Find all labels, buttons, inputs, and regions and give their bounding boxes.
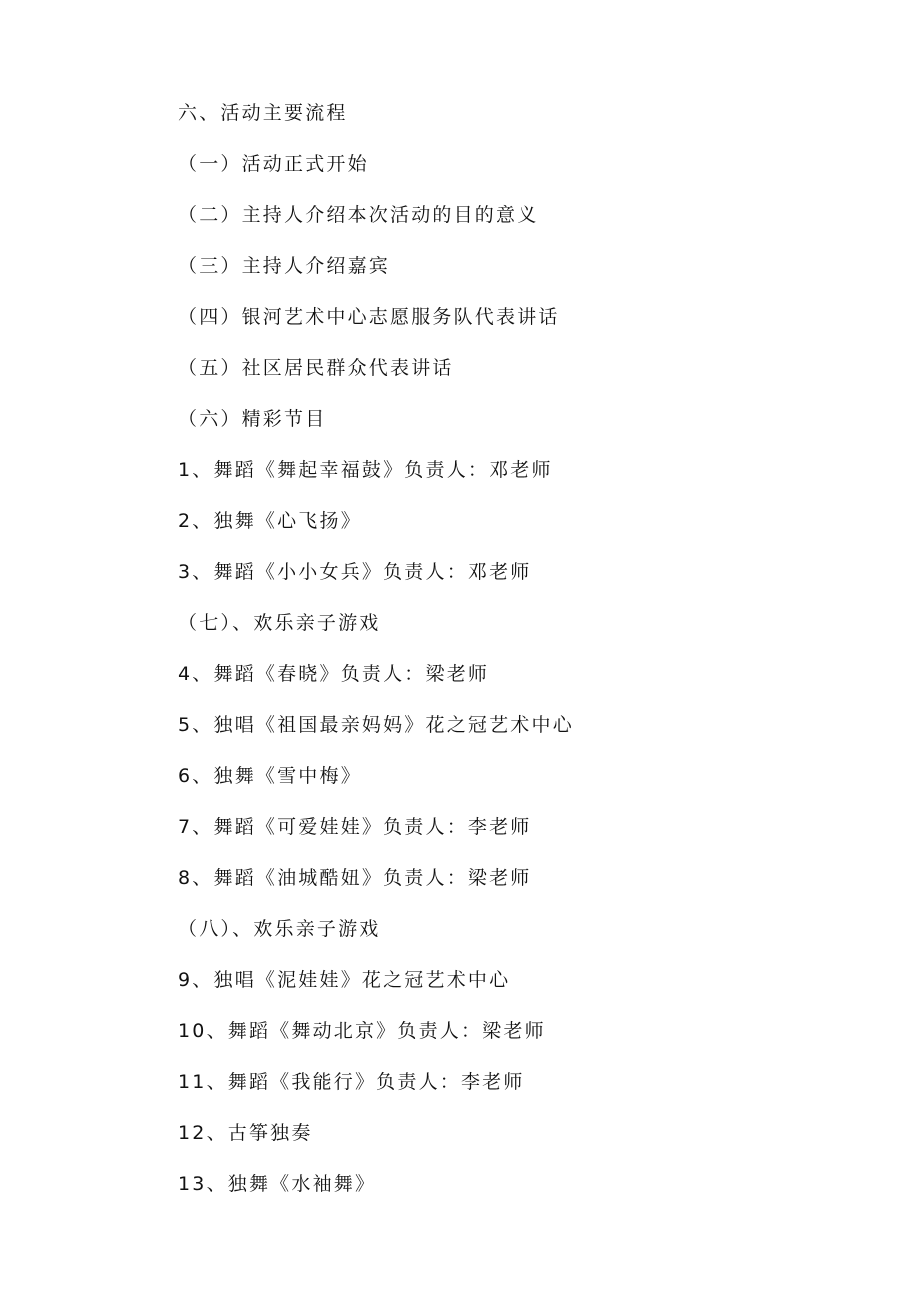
list-item: （二）主持人介绍本次活动的目的意义: [178, 204, 539, 226]
section-heading: 六、活动主要流程: [178, 102, 348, 124]
list-item: 4、舞蹈《春晓》负责人：梁老师: [178, 663, 490, 685]
list-item: 13、独舞《水袖舞》: [178, 1173, 377, 1195]
list-item: （四）银河艺术中心志愿服务队代表讲话: [178, 306, 560, 328]
list-item: 12、古筝独奏: [178, 1122, 313, 1144]
list-item: 8、舞蹈《油城酷妞》负责人：梁老师: [178, 867, 532, 889]
list-item: （五）社区居民群众代表讲话: [178, 357, 454, 379]
list-item: 9、独唱《泥娃娃》花之冠艺术中心: [178, 969, 511, 991]
program-list: [178, 98, 574, 1220]
list-item: 3、舞蹈《小小女兵》负责人：邓老师: [178, 561, 532, 583]
list-item: 10、舞蹈《舞动北京》负责人：梁老师: [178, 1020, 546, 1042]
list-item: 6、独舞《雪中梅》: [178, 765, 362, 787]
list-item: （七）、欢乐亲子游戏: [178, 612, 381, 634]
list-item: 5、独唱《祖国最亲妈妈》花之冠艺术中心: [178, 714, 574, 736]
list-item: （六）精彩节目: [178, 408, 327, 430]
list-item: 11、舞蹈《我能行》负责人：李老师: [178, 1071, 525, 1093]
list-item: 2、独舞《心飞扬》: [178, 510, 362, 532]
list-item: 1、舞蹈《舞起幸福鼓》负责人：邓老师: [178, 459, 553, 481]
list-item: 7、舞蹈《可爱娃娃》负责人：李老师: [178, 816, 532, 838]
list-item: （三）主持人介绍嘉宾: [178, 255, 391, 277]
list-item: （八）、欢乐亲子游戏: [178, 918, 381, 940]
list-item: （一）活动正式开始: [178, 153, 369, 175]
